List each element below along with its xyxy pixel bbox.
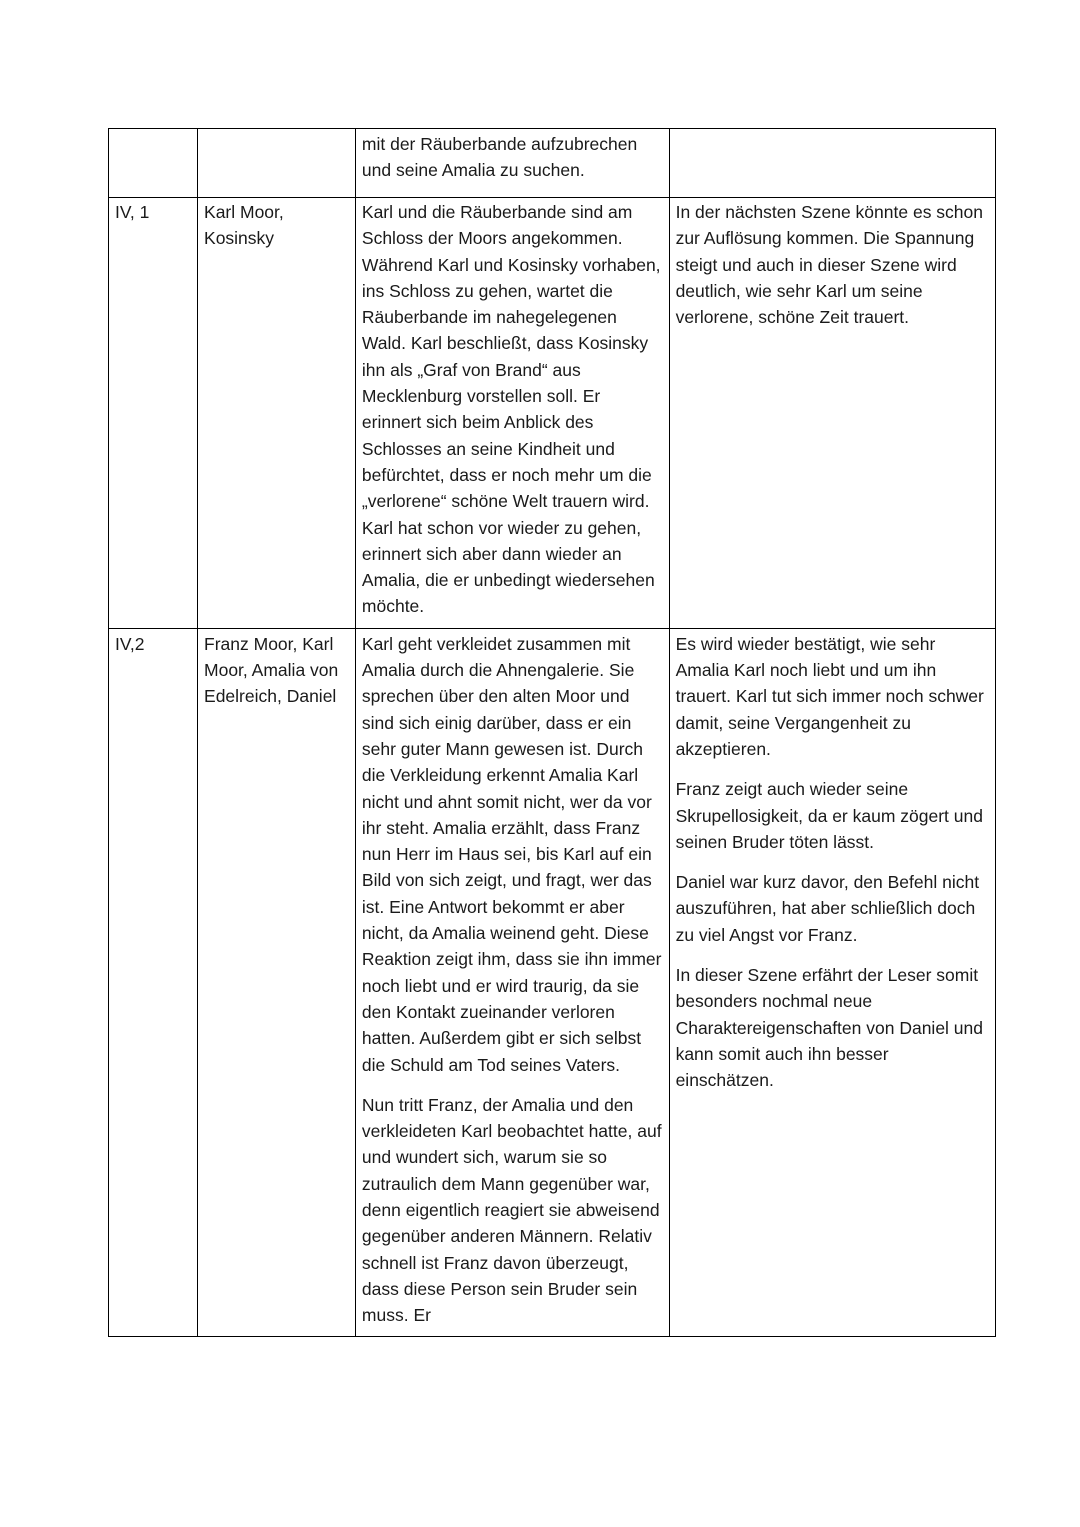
- table-row: [109, 198, 996, 629]
- scene-cell: [109, 129, 198, 198]
- content-paragraph: mit der Räuberbande aufzubrechen und seine Amalia zu suchen.: [361, 134, 638, 181]
- characters-cell: Karl Moor, Kosinsky: [198, 198, 356, 629]
- comment-cell: [669, 198, 995, 629]
- comment-paragraph: In der nächsten Szene könnte es schon zur Auflösung kommen. Die Spannung steigt und auch in dieser Szene wird deutlich, wie sehr Karl um seine verlorene, schöne Zeit trauert.: [675, 202, 984, 328]
- table-row: [109, 628, 996, 1337]
- comment-cell: [669, 129, 995, 198]
- content-paragraph: Karl geht verkleidet zusammen mit Amalia durch die Ahnengalerie. Sie sprechen über den alten Moor und sind sich einig darüber, dass er ein sehr guter Mann gewesen ist. Durch die Verkleidung erkennt Amalia Karl nicht und ahnt somit nicht, wer da vor ihr steht. Amalia erzählt, dass Franz nun Herr im Haus sei, bis Karl auf ein Bild von sich zeigt, und fragt, wer das ist. Eine Antwort bekommt er aber nicht, da Amalia weinend geht. Diese Reaktion zeigt ihm, dass sie ihn immer noch liebt und er wird traurig, da sie den Kontakt zueinander verloren hatten. Außerdem gibt er sich selbst die Schuld am Tod seines Vaters.: [361, 633, 662, 1075]
- scene-cell: IV,2: [109, 628, 198, 1337]
- comment-paragraph: Daniel war kurz davor, den Befehl nicht auszuführen, hat aber schließlich doch zu viel Angst vor Franz.: [675, 872, 980, 945]
- comment-paragraph: Es wird wieder bestätigt, wie sehr Amalia Karl noch liebt und um ihn trauert. Karl tut sich immer noch schwer damit, seine Vergangenheit zu akzeptieren.: [675, 633, 984, 759]
- table-row: [109, 129, 996, 198]
- comment-cell: [669, 628, 995, 1337]
- content-paragraph: Nun tritt Franz, der Amalia und den verkleideten Karl beobachtet hatte, auf und wundert sich, warum sie so zutraulich dem Mann gegenüber war, denn eigentlich reagiert sie abweisend gegenüber anderen Männern. Relativ schnell ist Franz davon überzeugt, dass diese Person sein Bruder sein muss. Er: [361, 1094, 662, 1326]
- scene-summary-table: [108, 128, 996, 1337]
- comment-paragraph: Franz zeigt auch wieder seine Skrupellosigkeit, da er kaum zögert und seinen Bruder töten lässt.: [675, 779, 983, 852]
- content-paragraph: Karl und die Räuberbande sind am Schloss der Moors angekommen. Während Karl und Kosinsky vorhaben, ins Schloss zu gehen, wartet die Räuberbande im nahegelegenen Wald. Karl beschließt, dass Kosinsky ihn als „Graf von Brand“ aus Mecklenburg vorstellen soll. Er erinnert sich beim Anblick des Schlosses an seine Kindheit und befürchtet, dass er noch mehr um die „verlorene“ schöne Welt trauern wird. Karl hat schon vor wieder zu gehen, erinnert sich aber dann wieder an Amalia, die er unbedingt wiedersehen möchte.: [361, 202, 661, 617]
- content-cell: [355, 129, 669, 198]
- scene-cell: IV, 1: [109, 198, 198, 629]
- characters-cell: Franz Moor, Karl Moor, Amalia von Edelreich, Daniel: [198, 628, 356, 1337]
- content-cell: [355, 628, 669, 1337]
- comment-paragraph: In dieser Szene erfährt der Leser somit besonders nochmal neue Charaktereigenschaften von Daniel und kann somit auch ihn besser einschätzen.: [675, 965, 983, 1091]
- content-cell: [355, 198, 669, 629]
- characters-cell: [198, 129, 356, 198]
